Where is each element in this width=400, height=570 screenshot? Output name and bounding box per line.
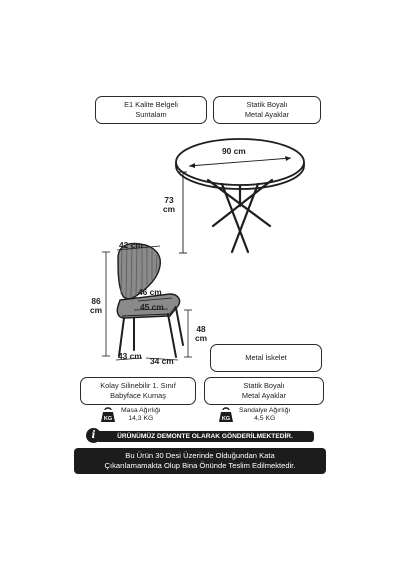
fabric-line1: Kolay Silinebilir 1. Sınıf bbox=[100, 381, 176, 390]
seat-height-dimension bbox=[193, 325, 209, 343]
shipping-line2: Çıkarılamamakta Olup Bina Önünde Teslim Edilmektedir. bbox=[104, 461, 296, 470]
chair-height-dimension bbox=[88, 297, 104, 315]
seat-height-value: 48 bbox=[196, 324, 206, 334]
seat-depth-dimension: 46 cm bbox=[138, 287, 162, 297]
chair-height-unit: cm bbox=[89, 305, 103, 315]
demonte-notice bbox=[96, 431, 314, 442]
kg-icon-text: KG bbox=[221, 416, 231, 422]
metal-frame-text: Metal İskelet bbox=[245, 353, 287, 362]
kg-icon-text: KG bbox=[103, 416, 113, 422]
table-height-unit: cm bbox=[162, 204, 176, 214]
chair-weight bbox=[218, 407, 290, 423]
seat-width-dimension: 45 cm bbox=[140, 302, 164, 312]
fabric-label bbox=[80, 377, 196, 405]
chair-legs-label bbox=[204, 377, 324, 405]
shipping-notice bbox=[74, 448, 326, 474]
table-weight-value: 14,3 KG bbox=[128, 415, 154, 422]
info-icon bbox=[86, 428, 101, 443]
table-height-value: 73 bbox=[164, 195, 174, 205]
table-legs-line1: Statik Boyalı bbox=[246, 100, 288, 109]
table-legs-line2: Metal Ayaklar bbox=[244, 110, 290, 119]
table-weight-label: Masa Ağırlığı bbox=[121, 407, 161, 414]
chair-weight-label: Sandalye Ağırlığı bbox=[239, 407, 291, 414]
kg-weight-icon bbox=[218, 407, 234, 423]
e1-line1: E1 Kalite Belgeli bbox=[124, 100, 178, 109]
kg-weight-icon bbox=[100, 407, 116, 423]
table-legs bbox=[208, 180, 272, 252]
leg-depth-a-dimension: 43 cm bbox=[118, 351, 142, 361]
info-icon-text: i bbox=[91, 430, 96, 441]
shipping-line1: Bu Ürün 30 Desi Üzerinde Olduğundan Kata bbox=[125, 450, 275, 460]
chair-weight-value: 4,5 KG bbox=[254, 415, 276, 422]
chair-legs-line2: Metal Ayaklar bbox=[241, 391, 287, 400]
table-height-dimension bbox=[160, 196, 178, 214]
fabric-line2: Babyface Kumaş bbox=[110, 391, 166, 400]
table-width-dimension: 90 cm bbox=[222, 146, 246, 156]
metal-frame-label bbox=[210, 344, 322, 372]
e1-line2: Suntalam bbox=[135, 110, 167, 119]
chair-back-width-dimension: 42 cm bbox=[119, 240, 143, 250]
chair-legs-line1: Statik Boyalı bbox=[243, 381, 285, 390]
seat-height-unit: cm bbox=[194, 333, 208, 343]
chair-height-value: 86 bbox=[91, 296, 101, 306]
demonte-text: ÜRÜNÜMÜZ DEMONTE OLARAK GÖNDERİLMEKTEDİR. bbox=[117, 433, 293, 440]
table-illustration bbox=[176, 139, 304, 253]
table-weight bbox=[100, 407, 161, 423]
leg-depth-b-dimension: 34 cm bbox=[150, 356, 174, 366]
